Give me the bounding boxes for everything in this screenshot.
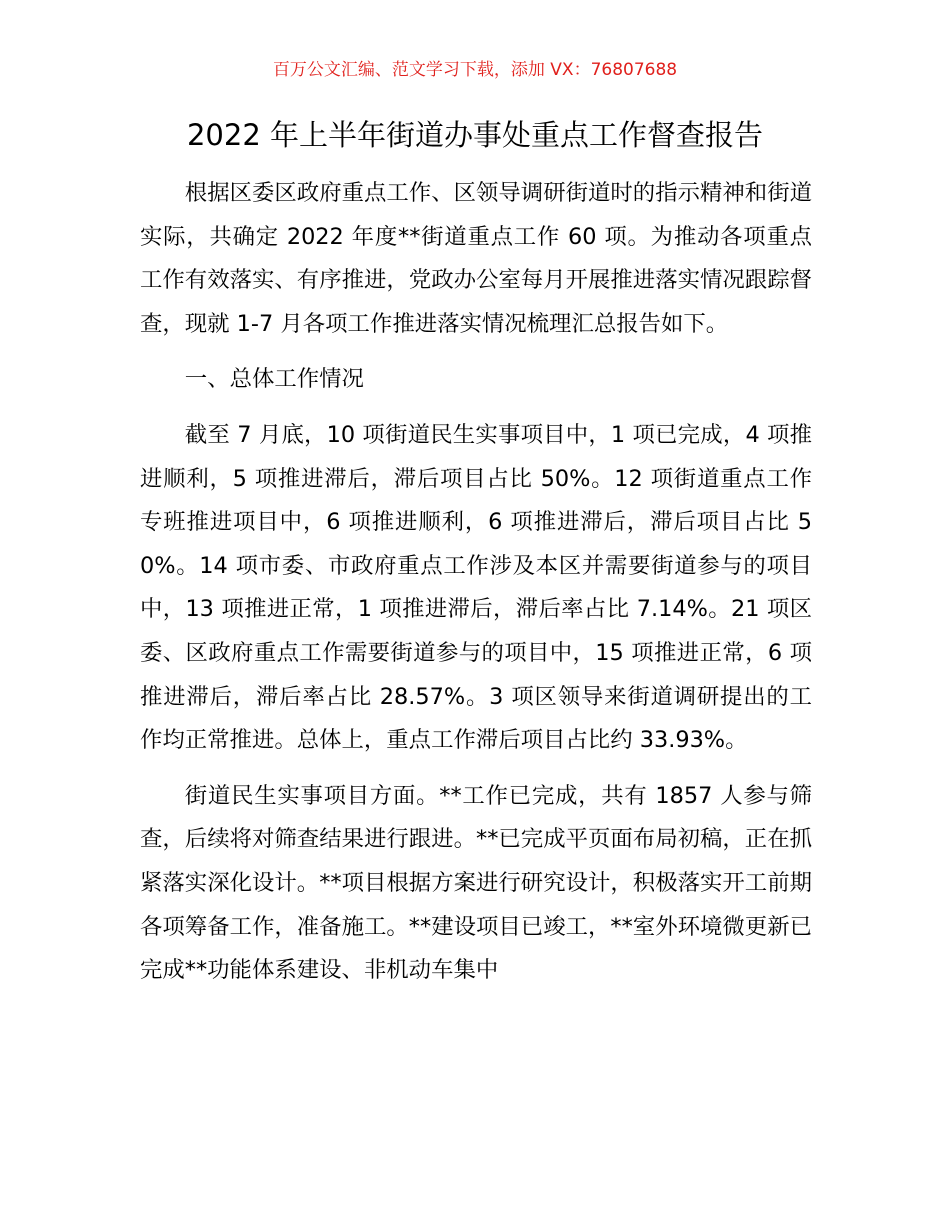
section-heading-overall: 一、总体工作情况 [184,366,364,393]
promo-header: 百万公文汇编、范文学习下载，添加 VX：76807688 [272,60,678,80]
intro-paragraph: 根据区委区政府重点工作、区领导调研街道时的指示精神和街道实际，共确定 2022 年度**街道重点工作 60 项。为推动各项重点工作有效落实、有序推进，党政办公室每月开展推进落实情况跟踪督查，现就 1-7 月各项工作推进落实情况梳理汇总报告如下。 [140,180,812,337]
page-title: 2022 年上半年街道办事处重点工作督查报告 [186,118,764,152]
livelihood-projects-paragraph: 街道民生实事项目方面。**工作已完成，共有 1857 人参与筛查，后续将对筛查结果进行跟进。**已完成平页面布局初稿，正在抓紧落实深化设计。**项目根据方案进行研究设计，积极落实开工前期各项筹备工作，准备施工。**建设项目已竣工，**室外环境微更新已完成**功能体系建设、非机动车集中 [140,782,812,984]
overall-status-paragraph: 截至 7 月底，10 项街道民生实事项目中，1 项已完成，4 项推进顺利，5 项推进滞后，滞后项目占比 50%。12 项街道重点工作专班推进项目中，6 项推进顺利，6 项推进滞后，滞后项目占比 50%。14 项市委、市政府重点工作涉及本区并需要街道参与的项目中，13 项推进正常，1 项推进滞后，滞后率占比 7.14%。21 项区委、区政府重点工作需要街道参与的项目中，15 项推进正常，6 项推进滞后，滞后率占比 28.57%。3 项区领导来街道调研提出的工作均正常推进。总体上，重点工作滞后项目占比约 33.93%。 [140,421,812,754]
document-body [140,172,812,1005]
